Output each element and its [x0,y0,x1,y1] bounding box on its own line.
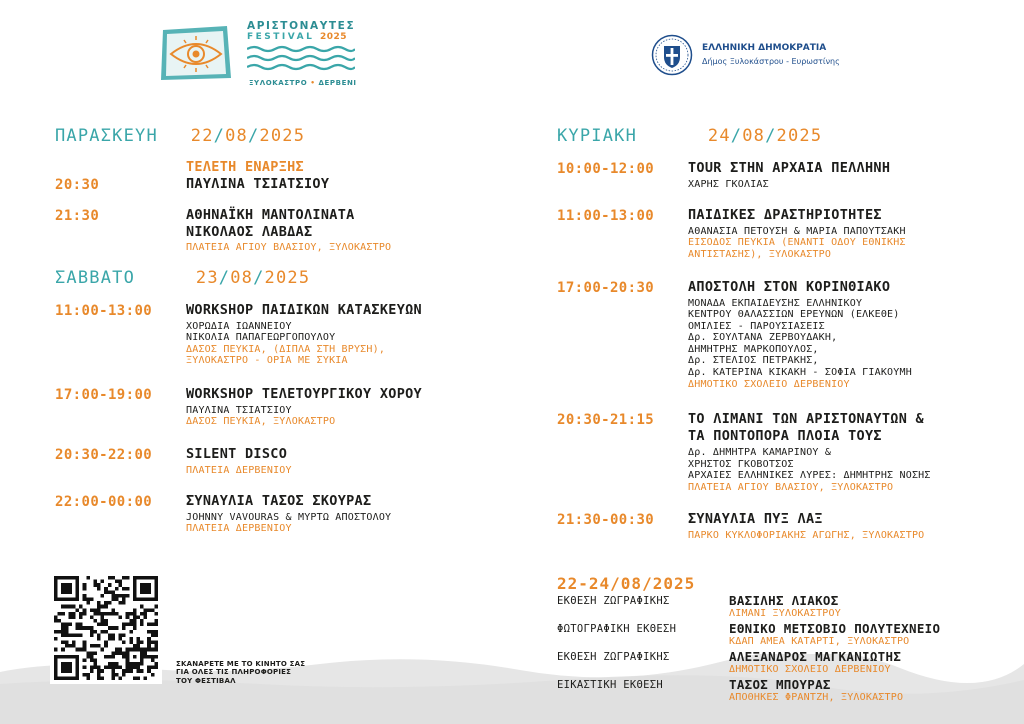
municipality-name: Δήμος Ξυλοκάστρου - Ευρωστίνης [702,57,840,66]
event-title: ΤΟ ΛΙΜΑΝΙ ΤΩΝ ΑΡΙΣΤΟΝΑΥΤΩΝ & [688,411,924,427]
event-title: WORKSHOP ΤΕΛΕΤΟΥΡΓΙΚΟΥ ΧΟΡΟΥ [186,386,422,402]
event-time: 21:30 [55,208,100,224]
day-month: 08 [742,126,766,146]
event-time: 17:00-20:30 [557,280,655,296]
event-location: ΠΛΑΤΕΙΑ ΔΕΡΒΕΝΙΟΥ [186,523,292,535]
event-kicker: ΤΕΛΕΤΗ ΕΝΑΡΞΗΣ [186,159,304,175]
exhibition-type: ΦΩΤΟΓΡΑΦΙΚΗ ΕΚΘΕΣΗ [557,623,677,635]
eye-sun-logo-icon [157,22,235,84]
day-year: 2025 [776,126,823,146]
festival-name: ΑΡΙΣΤΟΝΑΥΤΕΣ [247,20,356,32]
day-name: ΣΑΒΒΑΤΟ [55,268,136,288]
festival-subtitle-text: FESTIVAL [247,32,315,42]
festival-year: 2025 [319,32,348,42]
qr-caption [176,660,305,685]
republic-logo [651,34,851,78]
exhibitions-heading: 22-24/08/2025 [557,574,696,593]
event-time: 10:00-12:00 [557,161,655,177]
event-title: SILENT DISCO [186,446,288,462]
exhibition-artist: ΑΛΕΞΑΝΔΡΟΣ ΜΑΓΚΑΝΙΩΤΗΣ [729,649,902,664]
event-location: ΠΛΑΤΕΙΑ ΑΓΙΟΥ ΒΛΑΣΙΟΥ, ΞΥΛΟΚΑΣΤΡΟ [688,481,894,493]
place-xylokastro: ΞΥΛΟΚΑΣΤΡΟ [249,79,308,87]
event-body [186,493,586,535]
event-people: Δρ. ΣΟΥΛΤΑΝΑ ΖΕΡΒΟΥΔΑΚΗ, [688,332,838,344]
event-people: JOHNNY VAVOURAS & ΜΥΡΤΩ ΑΠΟΣΤΟΛΟΥ [186,511,392,523]
event-people: ΠΑΥΛΙΝΑ ΤΣΙΑΤΣΙΟΥ [186,404,292,416]
event-time: 20:30-22:00 [55,447,153,463]
day-month: 08 [230,268,254,288]
event-location: ΠΛΑΤΕΙΑ ΑΓΙΟΥ ΒΛΑΣΙΟΥ, ΞΥΛΟΚΑΣΤΡΟ [186,242,392,253]
event-body [688,511,1024,541]
day-month: 08 [225,126,248,146]
event-people: ΟΜΙΛΙΕΣ - ΠΑΡΟΥΣΙΑΣΕΙΣ [688,320,825,332]
event-time: 21:30-00:30 [557,512,655,528]
event-title: ΑΠΟΣΤΟΛΗ ΣΤΟΝ ΚΟΡΙΝΘΙΑΚΟ [688,279,891,295]
exhibition-type: ΕΙΚΑΣΤΙΚΗ ΕΚΘΕΣΗ [557,679,663,691]
event-title: ΑΘΗΝΑΪΚΗ ΜΑΝΤΟΛΙΝΑΤΑ [186,207,355,223]
event-people: ΜΟΝΑΔΑ ΕΚΠΑΙΔΕΥΣΗΣ ΕΛΛΗΝΙΚΟΥ [688,297,863,309]
event-body [186,207,586,254]
event-people: ΑΡΧΑΙΕΣ ΕΛΛΗΝΙΚΕΣ ΛΥΡΕΣ: ΔΗΜΗΤΡΗΣ ΝΟΣΗΣ [688,470,931,482]
qr-code-icon[interactable] [54,576,158,680]
event-location: ΔΑΣΟΣ ΠΕΥΚΙΑ, (ΔΙΠΛΑ ΣΤΗ ΒΡΥΣΗ), [186,343,386,355]
exhibition-place: ΔΗΜΟΤΙΚΟ ΣΧΟΛΕΙΟ ΔΕΡΒΕΝΙΟΥ [729,664,891,675]
day-year: 2025 [264,268,311,288]
event-title: ΣΥΝΑΥΛΙΑ ΠΥΞ ΛΑΞ [688,511,823,527]
event-time: 11:00-13:00 [557,208,655,224]
event-title: ΠΑΥΛΙΝΑ ΤΣΙΑΤΣΙΟΥ [186,175,330,192]
exhibition-artist: ΒΑΣΙΛΗΣ ΛΙΑΚΟΣ [729,593,839,608]
event-body [688,160,1024,190]
event-title: WORKSHOP ΠΑΙΔΙΚΩΝ ΚΑΤΑΣΚΕΥΩΝ [186,302,422,318]
event-title: ΠΑΙΔΙΚΕΣ ΔΡΑΣΤΗΡΙΟΤΗΤΕΣ [688,207,882,223]
event-title: TOUR ΣΤΗΝ ΑΡΧΑΙΑ ΠΕΛΛΗΝΗ [688,160,891,176]
day-number: 22 [190,126,214,146]
event-body [186,302,586,367]
day-name: ΚΥΡΙΑΚΗ [557,126,638,146]
qr-code-block[interactable] [50,572,162,684]
day-name: ΠΑΡΑΣΚΕΥΗ [55,126,158,146]
day-year: 2025 [259,126,306,146]
exhibition-row [557,651,997,679]
day-heading-friday: ΠΑΡΑΣΚΕΥΗ 22/08/2025 [55,126,306,146]
event-body [186,446,586,476]
waves-icon [247,44,355,74]
event-title-line-2: ΝΙΚΟΛΑΟΣ ΛΑΒΔΑΣ [186,223,313,240]
event-time: 11:00-13:00 [55,303,153,319]
festival-logo [157,18,357,90]
exhibition-place: ΚΔΑΠ ΑΜΕΑ ΚΑΤΑΡΤΙ, ΞΥΛΟΚΑΣΤΡΟ [729,636,910,647]
event-title: ΣΥΝΑΥΛΙΑ ΤΑΣΟΣ ΣΚΟΥΡΑΣ [186,493,372,509]
event-people: Δρ. ΔΗΜΗΤΡΑ ΚΑΜΑΡΙΝΟΥ & [688,447,832,458]
event-title-line-2: ΤΑ ΠΟΝΤΟΠΟΡΑ ΠΛΟΙΑ ΤΟΥΣ [688,427,882,444]
event-location: ΑΝΤΙΣΤΑΣΗΣ), ΞΥΛΟΚΑΣΤΡΟ [688,248,832,260]
event-time: 20:30 [55,177,100,193]
place-separator: • [310,79,316,87]
event-people: ΧΑΡΗΣ ΓΚΟΛΙΑΣ [688,178,769,190]
event-friday-mandolinata [55,207,515,259]
event-body [688,279,1024,390]
exhibition-row [557,679,997,707]
event-body [688,207,1024,260]
event-location: ΠΛΑΤΕΙΑ ΔΕΡΒΕΝΙΟΥ [186,464,292,476]
republic-name: ΕΛΛΗΝΙΚΗ ΔΗΜΟΚΡΑΤΙΑ [702,43,827,53]
event-people: ΔΗΜΗΤΡΗΣ ΜΑΡΚΟΠΟΥΛΟΣ, [688,343,819,355]
event-location: ΔΑΣΟΣ ΠΕΥΚΙΑ, ΞΥΛΟΚΑΣΤΡΟ [186,416,336,428]
event-body [186,159,586,192]
event-location: ΔΗΜΟΤΙΚΟ ΣΧΟΛΕΙΟ ΔΕΡΒΕΝΙΟΥ [688,378,850,390]
event-people: ΑΘΑΝΑΣΙΑ ΠΕΤΟΥΣΗ & ΜΑΡΙΑ ΠΑΠΟΥΤΣΑΚΗ [688,225,906,237]
greek-coat-of-arms-icon [651,34,693,76]
place-derveni: ΔΕΡΒΕΝΙ [318,79,357,87]
exhibition-type: ΕΚΘΕΣΗ ΖΩΓΡΑΦΙΚΗΣ [557,595,670,607]
qr-caption-line: ΤΟΥ ΦΕΣΤΙΒΑΛ [176,676,236,685]
day-number: 23 [195,268,219,288]
event-time: 17:00-19:00 [55,387,153,403]
exhibition-place: ΑΠΟΘΗΚΕΣ ΦΡΑΝΤΖΗ, ΞΥΛΟΚΑΣΤΡΟ [729,692,904,703]
exhibition-type: ΕΚΘΕΣΗ ΖΩΓΡΑΦΙΚΗΣ [557,651,670,663]
festival-subtitle [247,32,347,42]
festival-places [249,79,357,87]
exhibition-place: ΛΙΜΑΝΙ ΞΥΛΟΚΑΣΤΡΟΥ [729,608,841,619]
event-time: 20:30-21:15 [557,412,655,428]
exhibition-artist: ΤΑΣΟΣ ΜΠΟΥΡΑΣ [729,677,831,692]
event-people: ΧΡΗΣΤΟΣ ΓΚΟΒΟΤΣΟΣ [688,458,794,470]
event-people: ΧΟΡΩΔΙΑ ΙΩΑΝΝΕΙΟΥ [186,320,292,332]
event-location: ΕΙΣΟΔΟΣ ΠΕΥΚΙΑ (ΕΝΑΝΤΙ ΟΔΟΥ ΕΘΝΙΚΗΣ [688,237,906,249]
event-people: ΝΙΚΟΛΙΑ ΠΑΠΑΓΕΩΡΓΟΠΟΥΛΟΥ [186,332,336,344]
day-heading-saturday: ΣΑΒΒΑΤΟ 23/08/2025 [55,268,311,288]
event-friday-opening [55,159,515,199]
event-location: ΠΑΡΚΟ ΚΥΚΛΟΦΟΡΙΑΚΗΣ ΑΓΩΓΗΣ, ΞΥΛΟΚΑΣΤΡΟ [688,529,925,541]
qr-caption-line: ΓΙΑ ΟΛΕΣ ΤΙΣ ΠΛΗΡΟΦΟΡΙΕΣ [176,668,292,677]
event-body [688,411,1024,493]
day-heading-sunday: ΚΥΡΙΑΚΗ 24/08/2025 [557,126,823,146]
event-people: Δρ. ΣΤΕΛΙΟΣ ΠΕΤΡΑΚΗΣ, [688,355,819,367]
day-number: 24 [707,126,731,146]
exhibition-row [557,623,997,651]
event-people: Δρ. ΚΑΤΕΡΙΝΑ ΚΙΚΑΚΗ - ΣΟΦΙΑ ΓΙΑΚΟΥΜΗ [688,367,912,379]
event-location: ΞΥΛΟΚΑΣΤΡΟ - ΟΡΙΑ ΜΕ ΣΥΚΙΑ [186,355,348,367]
event-time: 22:00-00:00 [55,494,153,510]
exhibition-artist: ΕΘΝΙΚΟ ΜΕΤΣΟΒΙΟ ΠΟΛΥΤΕΧΝΕΙΟ [729,621,941,636]
qr-caption-line: ΣΚΑΝΑΡΕΤΕ ΜΕ ΤΟ ΚΙΝΗΤΟ ΣΑΣ [176,660,306,668]
exhibition-row [557,595,997,623]
event-people: ΚΕΝΤΡΟΥ ΘΑΛΑΣΣΙΩΝ ΕΡΕΥΝΩΝ (ΕΛΚΕΘΕ) [688,309,900,321]
event-body [186,386,586,428]
